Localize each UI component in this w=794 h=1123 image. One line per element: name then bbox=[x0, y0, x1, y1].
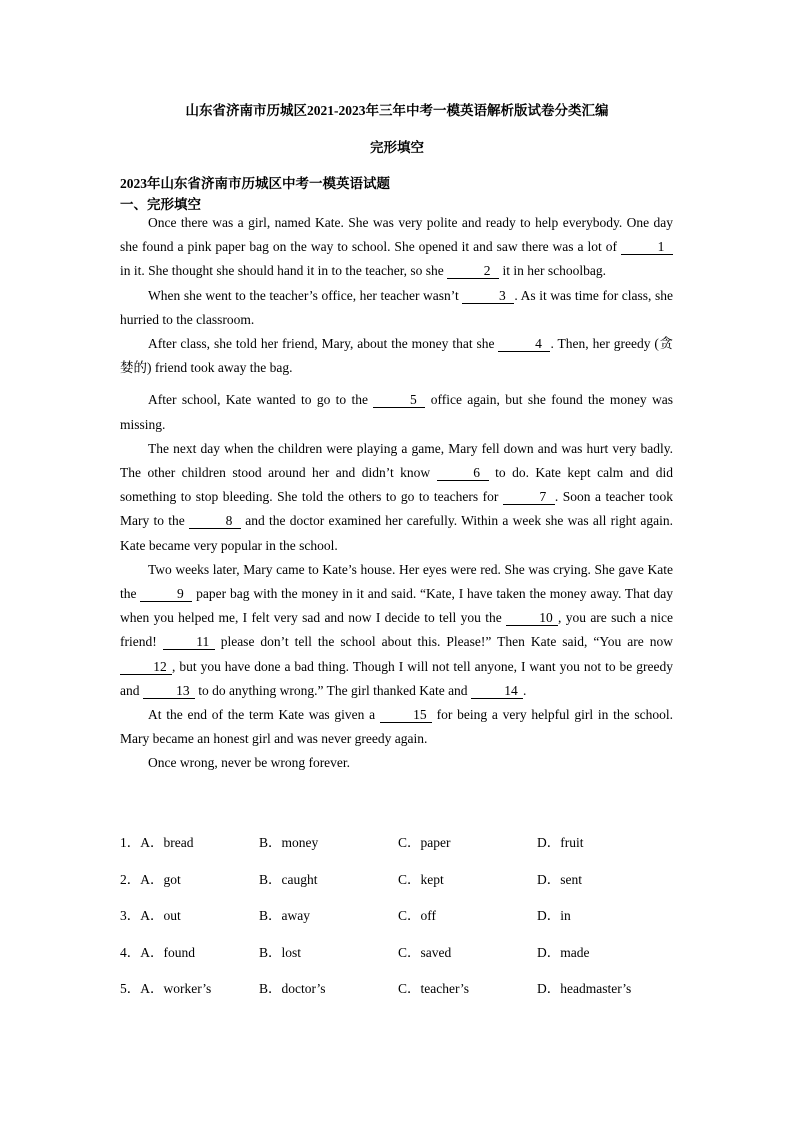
number-separator: ． bbox=[126, 944, 141, 960]
paragraph-text: it in her schoolbag. bbox=[499, 263, 607, 279]
paragraph-text: and the doctor examined her carefully. Within a week she was all right again. Kate became very popular in the school. bbox=[120, 513, 673, 553]
passage-paragraph bbox=[120, 751, 673, 775]
answer-blank[interactable]: 12 bbox=[120, 660, 172, 675]
option-choice[interactable] bbox=[259, 941, 398, 961]
number-separator: ． bbox=[126, 981, 141, 997]
option-choice[interactable] bbox=[398, 831, 537, 851]
option-choice[interactable] bbox=[120, 977, 259, 997]
question-row bbox=[120, 868, 680, 905]
option-text: C．paper bbox=[398, 835, 451, 850]
paragraph-text: Once wrong, never be wrong forever. bbox=[148, 755, 351, 771]
answer-blank[interactable]: 15 bbox=[380, 708, 432, 723]
option-choice[interactable] bbox=[398, 868, 537, 888]
question-number: 4 bbox=[120, 944, 127, 960]
option-text: C．teacher’s bbox=[398, 981, 469, 997]
option-choice[interactable] bbox=[259, 868, 398, 888]
number-separator: ． bbox=[126, 871, 141, 887]
paragraph-text: to do. Kate kept calm and did something to stop bleeding. She told the others to go to teachers for bbox=[120, 465, 673, 505]
passage-paragraph bbox=[120, 437, 673, 558]
passage-paragraph bbox=[120, 703, 673, 751]
paragraph-text: for being a very helpful girl in the school. Mary became an honest girl and was never greedy again. bbox=[120, 707, 673, 747]
question-number: 5 bbox=[120, 981, 127, 997]
answer-blank[interactable]: 4 bbox=[498, 337, 550, 352]
option-choice[interactable] bbox=[537, 904, 676, 924]
passage-paragraph bbox=[120, 284, 673, 332]
question-options bbox=[120, 831, 680, 1014]
option-text: D．made bbox=[537, 944, 590, 960]
option-text: C．off bbox=[398, 908, 437, 924]
paragraph-text: . Then, her greedy (贪婪的) friend took away the bag. bbox=[120, 336, 673, 376]
option-choice[interactable] bbox=[398, 941, 537, 961]
option-choice[interactable] bbox=[120, 904, 259, 924]
option-text: D．fruit bbox=[537, 835, 584, 850]
paragraph-text: in it. She thought she should hand it in to the teacher, so she bbox=[120, 263, 448, 279]
passage-paragraph bbox=[120, 558, 673, 703]
option-choice[interactable] bbox=[120, 831, 259, 851]
section-heading: 一、完形填空 bbox=[120, 197, 201, 212]
option-choice[interactable] bbox=[537, 941, 676, 961]
passage-paragraph bbox=[120, 388, 673, 436]
option-text: B．money bbox=[259, 835, 319, 850]
paragraph-text: to do anything wrong.” The girl thanked Kate and bbox=[194, 682, 471, 698]
answer-blank[interactable]: 8 bbox=[189, 514, 241, 529]
answer-blank[interactable]: 14 bbox=[471, 684, 523, 699]
cloze-passage bbox=[120, 211, 673, 776]
paragraph-text: paper bag with the money in it and said. “Kate, I have taken the money away. That day when you helped me, I felt very sad and now I decide to tell you the bbox=[120, 586, 674, 626]
answer-blank[interactable]: 7 bbox=[503, 490, 555, 505]
question-number: 1 bbox=[120, 835, 127, 850]
option-text: A．bread bbox=[140, 835, 194, 850]
paragraph-text: After school, Kate wanted to go to the bbox=[148, 392, 374, 408]
option-text: B．lost bbox=[259, 944, 302, 960]
question-row bbox=[120, 904, 680, 941]
paragraph-text: office again, but she found the money was missing. bbox=[120, 392, 673, 432]
option-choice[interactable] bbox=[398, 904, 537, 924]
option-choice[interactable] bbox=[259, 831, 398, 851]
number-separator: ． bbox=[126, 908, 141, 924]
paragraph-text: , but you have done a bad thing. Though I will not tell anyone, I want you not to be greedy and bbox=[120, 658, 673, 698]
option-text: C．saved bbox=[398, 944, 452, 960]
answer-blank[interactable]: 2 bbox=[447, 264, 499, 279]
document-subtitle: 完形填空 bbox=[370, 140, 424, 155]
answer-blank[interactable]: 10 bbox=[506, 611, 558, 626]
option-text: A．got bbox=[140, 871, 181, 887]
question-number: 3 bbox=[120, 908, 127, 924]
answer-blank[interactable]: 1 bbox=[621, 240, 673, 255]
option-text: D．sent bbox=[537, 871, 582, 887]
answer-blank[interactable]: 11 bbox=[163, 635, 215, 650]
passage-paragraph bbox=[120, 332, 673, 380]
number-separator: ． bbox=[126, 835, 141, 850]
option-choice[interactable] bbox=[259, 977, 398, 997]
answer-blank[interactable]: 6 bbox=[437, 466, 489, 481]
option-choice[interactable] bbox=[120, 941, 259, 961]
question-row bbox=[120, 977, 680, 1014]
paragraph-text: please don’t tell the school about this. Please!” Then Kate said, “You are now bbox=[214, 634, 673, 650]
paragraph-text: , you are such a nice friend! bbox=[120, 610, 674, 650]
option-text: A．found bbox=[140, 944, 195, 960]
option-choice[interactable] bbox=[398, 977, 537, 997]
question-row bbox=[120, 831, 680, 868]
answer-blank[interactable]: 5 bbox=[373, 393, 425, 408]
document-title: 山东省济南市历城区2021-2023年三年中考一模英语解析版试卷分类汇编 bbox=[185, 103, 609, 118]
paragraph-text: When she went to the teacher’s office, her teacher wasn’t bbox=[148, 287, 463, 303]
option-text: A．out bbox=[140, 908, 181, 924]
paragraph-text: . Soon a teacher took Mary to the bbox=[120, 489, 674, 529]
passage-paragraph bbox=[120, 211, 673, 284]
option-text: B．caught bbox=[259, 871, 318, 887]
paragraph-text: Once there was a girl, named Kate. She was very polite and ready to help everybody. One day she found a pink paper bag on the way to school. She opened it and saw there was a lot of bbox=[120, 215, 673, 255]
paragraph-text: After class, she told her friend, Mary, about the money that she bbox=[148, 336, 499, 352]
option-text: B．away bbox=[259, 908, 310, 924]
option-choice[interactable] bbox=[259, 904, 398, 924]
paragraph-text: . bbox=[522, 682, 527, 698]
answer-blank[interactable]: 13 bbox=[143, 684, 195, 699]
question-number: 2 bbox=[120, 871, 127, 887]
option-choice[interactable] bbox=[120, 868, 259, 888]
exam-heading: 2023年山东省济南市历城区中考一模英语试题 bbox=[120, 176, 390, 191]
answer-blank[interactable]: 9 bbox=[140, 587, 192, 602]
answer-blank[interactable]: 3 bbox=[462, 289, 514, 304]
question-row bbox=[120, 941, 680, 978]
option-text: A．worker’s bbox=[140, 981, 212, 997]
option-text: D．headmaster’s bbox=[537, 981, 632, 997]
option-text: D．in bbox=[537, 908, 571, 924]
paragraph-text: Two weeks later, Mary came to Kate’s house. Her eyes were red. She was crying. She gave Kate the bbox=[120, 561, 673, 602]
option-choice[interactable] bbox=[537, 831, 676, 851]
option-text: C．kept bbox=[398, 871, 444, 887]
paragraph-text: At the end of the term Kate was given a bbox=[148, 707, 380, 723]
paragraph-text: . As it was time for class, she hurried to the classroom. bbox=[120, 287, 673, 327]
option-choice[interactable] bbox=[537, 977, 676, 997]
paragraph-text: The next day when the children were playing a game, Mary fell down and was hurt very badly. The other children stood around her and didn’t know bbox=[120, 440, 673, 481]
option-choice[interactable] bbox=[537, 868, 676, 888]
option-text: B．doctor’s bbox=[259, 981, 326, 997]
